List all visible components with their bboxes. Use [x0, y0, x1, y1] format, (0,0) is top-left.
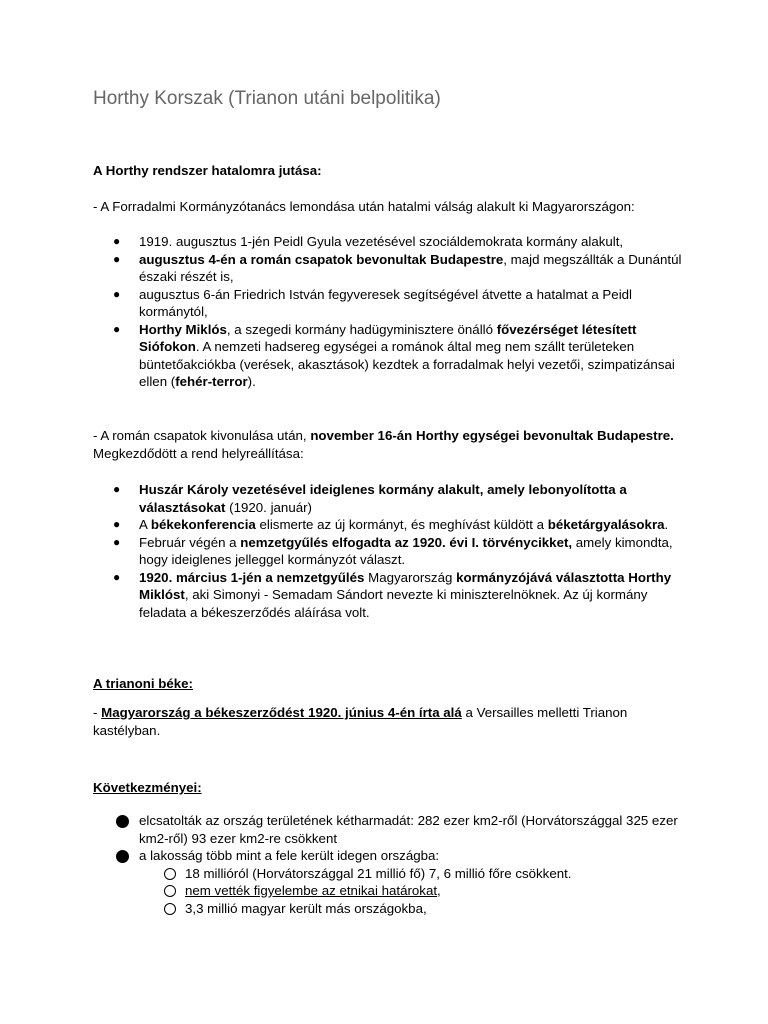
- list-item: 18 millióról (Horvátországgal 21 millió fő) 7, 6 millió főre csökkent.: [139, 865, 683, 883]
- section3-text: - Magyarország a békeszerződést 1920. június 4-én írta alá a Versailles melletti Trianon kastélyban.: [93, 705, 628, 738]
- bullet-icon: ●: [113, 234, 121, 248]
- bullet-icon: ●: [113, 251, 121, 266]
- section-heading-consequences: Következményei:: [93, 780, 202, 795]
- list-item: ● A békekonferencia elismerte az új kormányt, és meghívást küldött a béketárgyalásokra.: [113, 517, 669, 532]
- bullet-icon: [116, 850, 129, 863]
- bullet-icon: ●: [113, 569, 121, 584]
- list-item: ● Horthy Miklós, a szegedi kormány hadügyminisztere önálló fővezérséget létesített Siófokon. A nemzeti hadsereg egységei a románok által meg nem szállt területeken büntetőakciókba (verések, akasztások) kezdtek a forradalmak helyi vezetői, szimpatizánsai ellen (fehér-terror).: [113, 321, 675, 389]
- bullet-icon: ●: [113, 286, 121, 301]
- list-item: ● Február végén a nemzetgyűlés elfogadta az 1920. évi I. törvénycikket, amely kimondta, hogy ideiglenes jelleggel kormányzót választ.: [113, 534, 673, 567]
- list-item: ● augusztus 4-én a román csapatok bevonultak Budapestre, majd megszállták a Dunántúl északi részét is,: [113, 251, 682, 284]
- bullet-icon: [116, 815, 129, 828]
- section-heading-trianon-peace: A trianoni béke:: [93, 676, 193, 691]
- section2-intro: - A román csapatok kivonulása után, november 16-án Horthy egységei bevonultak Budapestre. Megkezdődött a rend helyreállítása:: [93, 428, 674, 461]
- bullet-icon: ●: [113, 321, 121, 336]
- list-item: ● 1920. március 1-jén a nemzetgyűlés Magyarország kormányzójává választotta Horthy Miklóst, aki Simonyi - Semadam Sándort nevezte ki miniszterelnöknek. Az új kormány feladata a békeszerződés aláírása volt.: [113, 569, 672, 620]
- section-heading-horthy-rise: A Horthy rendszer hatalomra jutása:: [93, 163, 322, 178]
- hollow-bullet-icon: [164, 868, 176, 880]
- list-item: 3,3 millió magyar került más országokba,: [139, 900, 683, 918]
- sub-bullet-list: [139, 865, 683, 918]
- section1-bullet-list: [93, 233, 683, 391]
- section4-bullet-list: [93, 812, 683, 917]
- document-title: Horthy Korszak (Trianon utáni belpolitika): [93, 88, 441, 109]
- list-item: ● 1919. augusztus 1-jén Peidl Gyula vezetésével szociáldemokrata kormány alakult,: [113, 234, 624, 249]
- section2-bullet-list: [93, 481, 683, 621]
- list-item: ● augusztus 6-án Friedrich István fegyveresek segítségével átvette a hatalmat a Peidl kormánytól,: [113, 286, 632, 319]
- bullet-icon: ●: [113, 534, 121, 549]
- list-item: ● Huszár Károly vezetésével ideiglenes kormány alakult, amely lebonyolította a választásokat (1920. január): [113, 482, 627, 515]
- list-item: a lakosság több mint a fele került idegen országba: 18 millióról (Horvátországgal 21 millió fő) 7, 6 millió főre csökkent. nem vették figyelembe az etnikai határokat, 3,3 millió magyar került más országokba,: [93, 847, 683, 917]
- bullet-icon: ●: [113, 517, 121, 531]
- hollow-bullet-icon: [164, 885, 176, 897]
- list-item: elcsatolták az ország területének kétharmadát: 282 ezer km2-ről (Horvátországgal 325 ezer km2-ről) 93 ezer km2-re csökkent: [93, 812, 683, 847]
- hollow-bullet-icon: [164, 903, 176, 915]
- list-item: nem vették figyelembe az etnikai határokat,: [139, 882, 683, 900]
- section1-intro: - A Forradalmi Kormányzótanács lemondása után hatalmi válság alakult ki Magyarországon:: [93, 199, 635, 214]
- bullet-icon: ●: [113, 482, 121, 496]
